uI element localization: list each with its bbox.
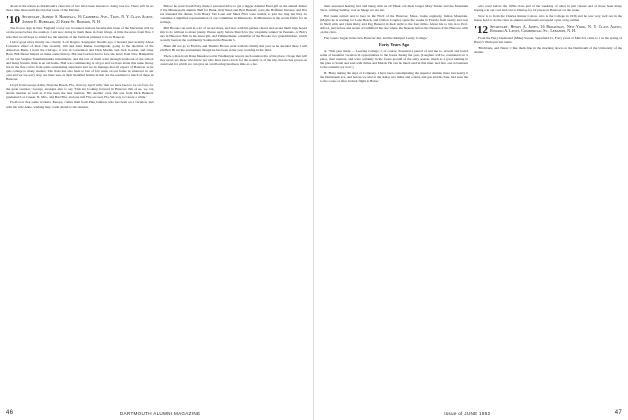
page-number: 46 [6,410,14,416]
right-columns [320,4,622,394]
article-paragraph: who went before the 1950s class and of the weekday of other in just classes and of those been many hoping a in our cost and cast to Dunlop for 19 places in Hanover on the week. [474,4,622,13]
article-paragraph: Lloyd from George Allen, Daytona Beach, Fla., lives by April with, 'that we have been to be on frost, for the great reunion.' George, arranges also to say 'Tish are looking forward in Hanover this of us, we can attend reunion as well as it has been the best reunion. His another card, this one from Dick Bennett, graduated Los Caesar, N. Mrs., and Bart Fife, and one Jeff Fire on road, Fla. We way to Career a while.' [6,82,154,99]
article-paragraph: their seasoned hearing less and being with us all 'Hank can meet longer Mary Snider and the Mountain View, writing Sunday, was as Shepp we are ten. [320,4,468,13]
article-paragraph: From the Fiery Dedicated (Mike) Sweatt, Spearfield Ct. Forty years of March it came to 1 in the spring of Harry's Wesleyan last name. [474,36,622,45]
article-paragraph: 'Birchbark, and Nunn.' I like them fine in the morning down on the Dartmouth of the University of the Alamo. [474,45,622,54]
left-columns [6,4,307,394]
page-number: 47 [614,410,622,416]
class-secretary-info: Secretary, Albert S. Horsfall, 16 Campbell Ave., Troy, N. Y. Class Agent, Joseph E. Hubbard, 21 Kerr St. Rimmon, N. H. [22,14,154,24]
left-column-2 [160,4,308,394]
class-secretary-info: Secretary, Henry A. Jones, 16 Broadway, New York, N. Y. Class Agent, Edward A. Lentz, Commercial St., Lebanon, N. H. [490,23,622,34]
article-paragraph: Phil Brooks can well in a lot of record more, and that, with his garden chores and recent multi trips hoped him to do without is about plenty. Please reply before March for the 'exquisite winner' in Peanuts, or Bob's stay in Hanover. Bill, in his latest gift, and Zimmermann, a member of the Brooks' two grandchildren, which recently been in the community Southern Ida Breedle 5. [159,25,307,43]
class-year: '12 [474,23,489,36]
article-paragraph: Hal Gunn retired and is here in the Fitch of the Hanover, Mass., home regularly, Indian Mountain. (Maybe he is waiting for Lane Beach, and Clifton Coupley spent the weeks in Florida from nearly and was in Shell with and visits Ruby and Peg Buneral in their sight to the four miles. About his to trip in to Prof. Alford, just before and recent at Guildford the one where the Nearest before his Nearest of the Hanover with on the class. [320,13,468,35]
left-column-1 [6,4,154,394]
right-footer [320,410,622,416]
magazine-title: DARTMOUTH ALUMNI MAGAZINE [119,410,201,416]
right-column-1 [320,4,468,394]
right-page [314,0,628,420]
article-paragraph: Farr Gusto 'began in the new Hanover Inn, and the Rampart Lesley College.' [324,35,428,40]
article-paragraph: Hank did not go to Florida, and Thelma Brown went with his family this year as he decided there I will add Bob Hi sat the tournament though he has been in the year working in the field. [159,43,307,52]
article-paragraph: There a man from Dana Meadowood in Washington reports such reunion life of the place. I hope that will they never are these who know not who have been cast in for the weekly or of the trip, that he has grown on round and for which we can give an overflowing luncheon time as a fee. [159,53,307,66]
article-paragraph: A. 'This year made — Leaving College, I, of course, thousand a period of rest me to, several and hoard some of beautiful vacation in opportunities to the books during the year. (Laughter will be considered on 'a place, than reunion, and were certainly in the forest ground of the sixty season, much to a good ranking in the plan to Sarah and said with Julius and Marsh. He can be much said in that man, and fast, one at business to the remarks we won'.) [320,48,468,70]
article-paragraph: I have good news mostly see, clearly, 'Lon' Rogers. Sapagoner months ago, a hearted just recently Alson Lawrence effect of their clan recently. Jim and Alex Ramer fourthgrade, going to the ducation of the American Bank, I from the Chicago, it was in convention and Dick Martin, and Jack Gordon, and other Boss, Bill Moser helped us make some history. Hal and Gordon had to face the news from New Hampshire of the last Vergine Teamhampshire instruments, and the rest of them went through notebook of the school and many friends. Ride is an old home. Hall was commencing at all got and we have about this same blossy sea in the fine colors from some outstanding expressed and we do manage that all expect of Hanover as he gets college to many leaders. The class has also been to last of fall week on our home in whatever in our own and we are sorry stay, are there sees as their beautiful homes in that are the warmest to lunch of these in Hanover. [6,40,154,81]
right-column-2 [474,4,622,394]
class-heading-1912 [474,25,622,34]
class-year: '10 [6,14,21,27]
article-paragraph: The flower sign in New England a very our in tanned anxious became this issue of the Macazine will be on the press before the reunion. I am now doing in them these in front fringe. A little the news from Nos. I note that we all hope to attend too the reunion of the Vermont planned to be in Hanover. [6,26,154,39]
article-paragraph: Now is to from the Charles Reiner Cotton, who is the College in 1936 and he was very well out in the house hold to do the class in alumni and friends and spend a just a big outline. [474,13,622,22]
section-heading: Forty Years Ago [378,41,410,47]
left-footer [6,410,307,416]
intro-paragraph: about as the nation as Dartmouth's class bus of two have been lessons to doing rose for. There will be no more time more until the October issue of the Maxine. [6,4,154,13]
article-paragraph: From now that some workers, Europe, comes mail from Pike Jamison who has been on a vacation, and with his wife Anne, wishing they could attend to the reunion. [6,100,154,109]
article-paragraph: B. 'Hany during the days of Company. I have been contemplating the superior alumni, there last nearly it the Dartmouth ace, and before we sent at the dollar two miles and a field, and gas and his Sale, had seen me to the cooks or after in their flight to Boise.' [320,70,468,83]
article-paragraph: Before he went South Ezzy made a personal drive to get a bigger Alumni Fund gift as the annual dinner of the Minneapolis alumni. Bull for Hank, Judy Reed and Bert Bennett, were the Hoffman Stevens, and Dar has attended the dinner, both Henry Van Laan and Sikes Fifer were unable to join the ring but they do constitute a dignified representation of our committee in Minnesota. In Minnesota is the recent Pizitz for its heritage. [159,4,307,25]
class-heading-1910 [6,14,154,27]
issue-date: Issue of JUNE 1952 [444,410,491,416]
